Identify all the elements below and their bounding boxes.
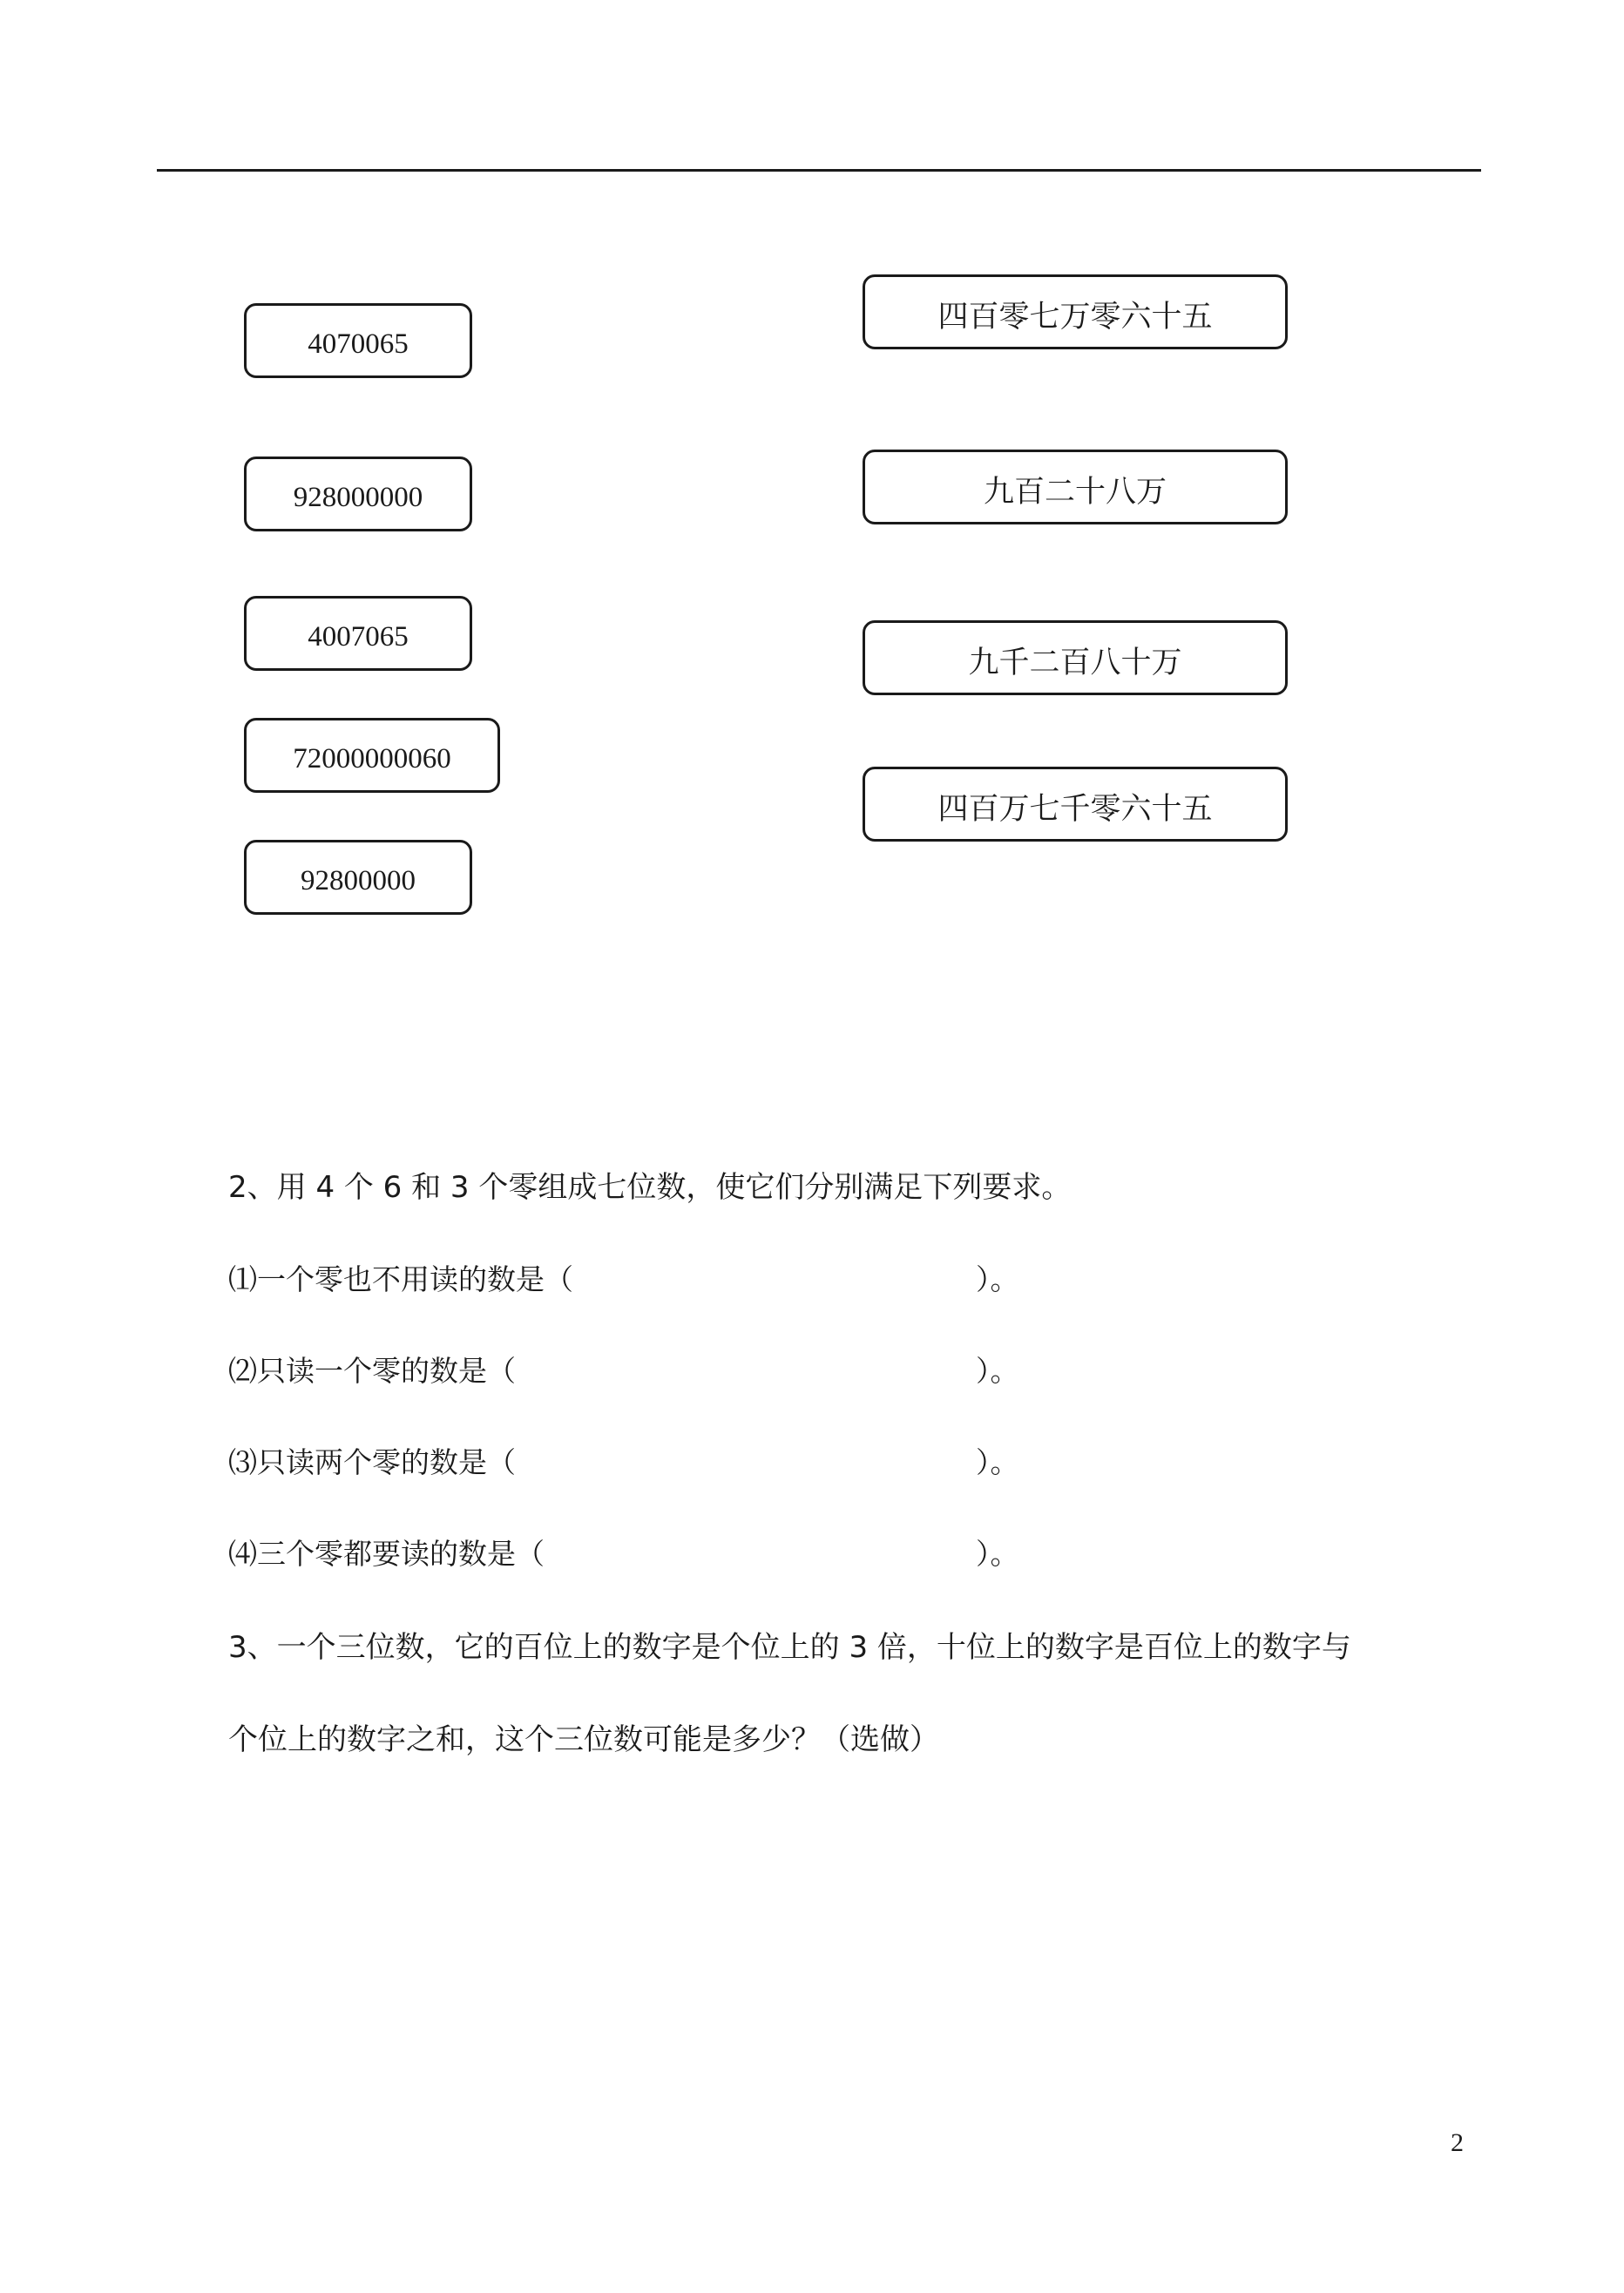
number-box-1: 4070065 (244, 303, 472, 378)
question-2-item-3: ⑶只读两个零的数是（ (228, 1445, 516, 1479)
page-number: 2 (1451, 2128, 1464, 2157)
question-3-line-1: 3、一个三位数，它的百位上的数字是个位上的 3 倍，十位上的数字是百位上的数字与 (228, 1630, 1351, 1665)
number-box-5: 92800000 (244, 840, 472, 915)
number-box-4: 72000000060 (244, 718, 500, 793)
question-3-line-2: 个位上的数字之和，这个三位数可能是多少？（选做） (228, 1722, 939, 1757)
reading-box-1: 四百零七万零六十五 (863, 274, 1288, 349)
number-box-3: 4007065 (244, 596, 472, 671)
question-2-item-3-close: ）。 (976, 1445, 1019, 1479)
reading-box-3: 九千二百八十万 (863, 620, 1288, 695)
question-2-item-4-close: ）。 (976, 1537, 1019, 1571)
question-2-title: 2、用 4 个 6 和 3 个零组成七位数，使它们分别满足下列要求。 (228, 1170, 1072, 1205)
question-2-item-4: ⑷三个零都要读的数是（ (228, 1537, 545, 1571)
number-box-2: 928000000 (244, 457, 472, 531)
question-2-item-2-close: ）。 (976, 1354, 1019, 1388)
question-2-item-1-close: ）。 (976, 1262, 1019, 1296)
reading-box-4: 四百万七千零六十五 (863, 767, 1288, 842)
question-2-item-2: ⑵只读一个零的数是（ (228, 1354, 516, 1388)
reading-box-2: 九百二十八万 (863, 450, 1288, 524)
header-rule (157, 169, 1481, 172)
question-2-item-1: ⑴一个零也不用读的数是（ (228, 1262, 573, 1296)
